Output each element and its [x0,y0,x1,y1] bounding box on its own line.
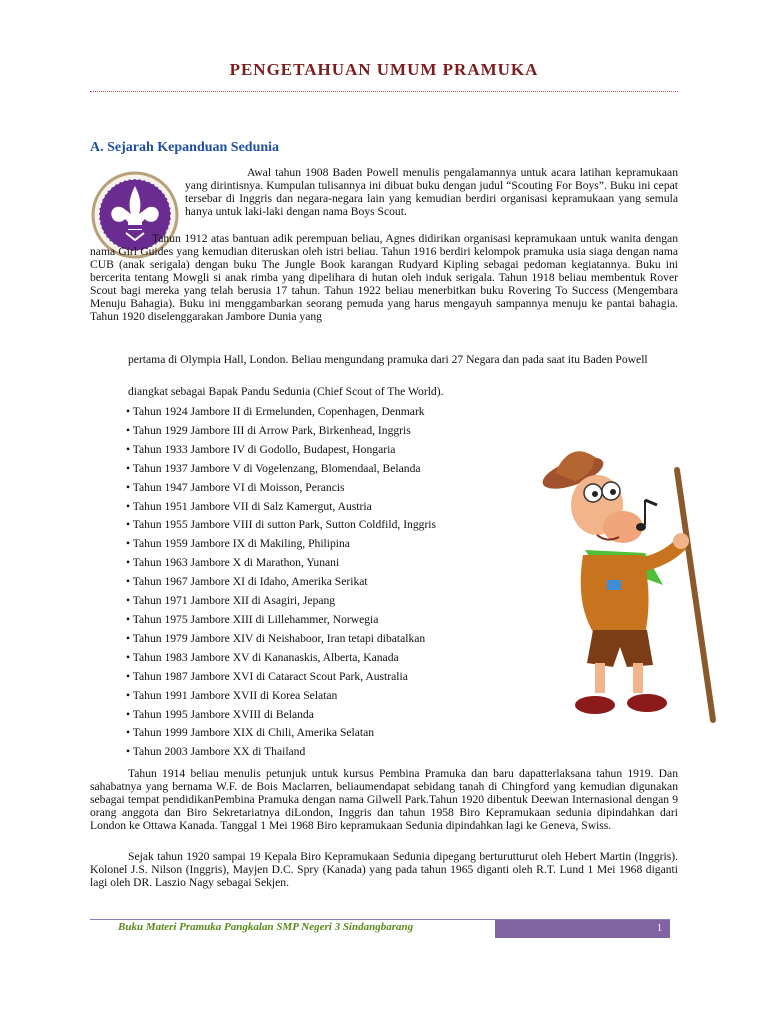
paragraph-3: pertama di Olympia Hall, London. Beliau mengundang pramuka dari 27 Negara dan pada saat itu Baden Powell [128,353,648,366]
list-item: • Tahun 2003 Jambore XX di Thailand [126,743,436,762]
paragraph-1: Awal tahun 1908 Baden Powell menulis pengalamannya untuk acara latihan kepramukaan yang dirintisnya. Kumpulan tulisannya ini dibuat buku dengan judul “Scouting For Boys”. Buku ini cepat tersebar di Inggris dan negara-negara lain yang kemudian berdiri organisasi kepramukaan yang semula hanya untuk laki-laki dengan nama Boys Scout. [185,166,678,218]
list-item: • Tahun 1991 Jambore XVII di Korea Selatan [126,687,436,706]
list-item: • Tahun 1963 Jambore X di Marathon, Yunani [126,554,436,573]
page-number: 1 [495,920,670,938]
paragraph-5: Tahun 1914 beliau menulis petunjuk untuk kursus Pembina Pramuka dan baru dapatterlaksana tahun 1919. Dan sahabatnya yang bernama W.F. de Bois Maclarren, beliaumendapat sebidang tanah di Chingford yang kemudian digunakan sebagai tempat pendidikanPembina Pramuka dengan nama Gilwell Park.Tahun 1920 dibentuk Deewan Internasional dengan 9 orang anggota dan Biro Sekretariatnya diLondon, Inggris dan tahun 1958 Biro Kepramukaan sedunia dipindahkan dari London ke Ottawa Kanada. Tanggal 1 Mei 1968 Biro kepramukaan Sedunia dipindahkan lagi ke Geneva, Swiss. [90,767,678,832]
paragraph-2 [90,232,678,323]
list-item: • Tahun 1937 Jambore V di Vogelenzang, Blomendaal, Belanda [126,460,436,479]
jamboree-list [126,403,436,762]
list-item: • Tahun 1979 Jambore XIV di Neishaboor, Iran tetapi dibatalkan [126,630,436,649]
paragraph-6: Sejak tahun 1920 sampai 19 Kepala Biro Kepramukaan Sedunia dipegang berturutturut oleh Hebert Martin (Inggris). Kolonel J.S. Nilson (Inggris), Mayjen D.C. Spry (Kanada) yang pada tahun 1965 diganti oleh R.T. Lund 1 Mei 1968 diganti lagi oleh DR. Laszio Nagy sebagai Sekjen. [90,850,678,889]
list-item: • Tahun 1999 Jambore XIX di Chili, Amerika Selatan [126,724,436,743]
list-item: • Tahun 1951 Jambore VII di Salz Kamergut, Austria [126,498,436,517]
list-item: • Tahun 1975 Jambore XIII di Lillehammer, Norwegia [126,611,436,630]
page-title: PENGETAHUAN UMUM PRAMUKA [229,60,539,79]
list-item: • Tahun 1947 Jambore VI di Moisson, Perancis [126,479,436,498]
paragraph-4: diangkat sebagai Bapak Pandu Sedunia (Chief Scout of The World). [128,385,444,398]
list-item: • Tahun 1983 Jambore XV di Kananaskis, Alberta, Kanada [126,649,436,668]
title-divider [90,91,678,92]
list-item: • Tahun 1959 Jambore IX di Makiling, Philipina [126,535,436,554]
list-item: • Tahun 1929 Jambore III di Arrow Park, Birkenhead, Inggris [126,422,436,441]
section-heading: A. Sejarah Kepanduan Sedunia [90,140,280,155]
list-item: • Tahun 1955 Jambore VIII di sutton Park, Sutton Coldfild, Inggris [126,516,436,535]
list-item: • Tahun 1924 Jambore II di Ermelunden, Copenhagen, Denmark [126,403,436,422]
list-item: • Tahun 1967 Jambore XI di Idaho, Amerika Serikat [126,573,436,592]
list-item: • Tahun 1933 Jambore IV di Godollo, Budapest, Hongaria [126,441,436,460]
scout-hiker-icon [535,435,730,725]
footer-text: Buku Materi Pramuka Pangkalan SMP Negeri 3 Sindangbarang [118,921,414,933]
paragraph-2-text: Tahun 1912 atas bantuan adik perempuan beliau, Agnes didirikan organisasi kepramukaan untuk wanita dengan nama Girl Guides yang kemudian diteruskan oleh istri beliau. Tahun 1916 berdiri kelompok pramuka usia siaga dengan nama CUB (anak serigala) dengan buku The Jungle Book karangan Rudyard Kipling sebagai pedoman kegiatannya. Buku ini bercerita tentang Mowgli si anak rimba yang dipelihara di hutan oleh induk serigala. Tahun 1918 beliau membentuk Rover Scout bagi mereka yang telah berusia 17 tahun. Tahun 1922 beliau menerbitkan buku Rovering To Success (Mengembara Menuju Bahagia). Buku ini menggambarkan seorang pemuda yang harus mengayuh sampannya menuju ke pantai bahagia. Tahun 1920 diselenggarakan Jambore Dunia yang [90,232,678,323]
list-item: • Tahun 1987 Jambore XVI di Cataract Scout Park, Australia [126,668,436,687]
list-item: • Tahun 1971 Jambore XII di Asagiri, Jepang [126,592,436,611]
list-item: • Tahun 1995 Jambore XVIII di Belanda [126,706,436,725]
